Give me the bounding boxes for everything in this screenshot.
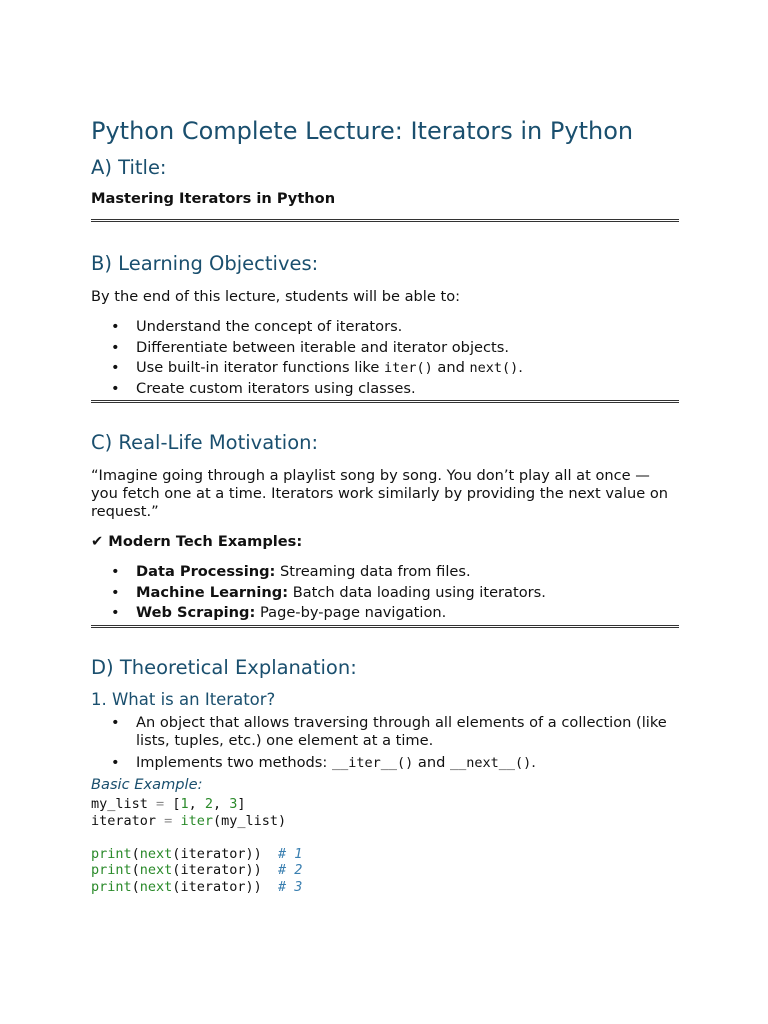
inline-code: __next__() — [449, 754, 532, 771]
list-item: • An object that allows traversing through all elements of a collection (like lists, tuples, etc.) one element at a time. — [111, 713, 667, 749]
code-line: print(next(iterator)) # 1 — [91, 845, 303, 862]
bullet: • — [111, 563, 120, 580]
examples-list — [91, 562, 679, 624]
iterator-list — [91, 714, 679, 774]
inline-code: iter() — [383, 360, 433, 376]
code-line: print(next(iterator)) # 3 — [91, 878, 303, 895]
subsection-heading: 1. What is an Iterator? — [91, 689, 276, 709]
bullet: • — [111, 338, 120, 356]
objectives-intro: By the end of this lecture, students will be able to: — [91, 288, 461, 305]
list-item: • Use built-in iterator functions like iter() and next(). — [91, 358, 679, 379]
examples-label: ✔ Modern Tech Examples: — [91, 533, 303, 550]
section-divider — [91, 400, 679, 403]
code-line: iterator = iter(my_list) — [91, 812, 287, 829]
section-divider — [91, 219, 679, 222]
bullet: • — [111, 583, 120, 601]
section-b-heading: B) Learning Objectives: — [91, 252, 319, 275]
section-divider — [91, 625, 679, 628]
list-item: • Implements two methods: __iter__() and __next__(). — [91, 753, 679, 774]
bullet: • — [111, 713, 120, 731]
code-line: my_list = [1, 2, 3] — [91, 796, 246, 812]
bullet: • — [111, 318, 120, 335]
lecture-subtitle: Mastering Iterators in Python — [91, 190, 336, 207]
list-item: • Web Scraping: Page-by-page navigation. — [91, 603, 679, 624]
example-label: Basic Example: — [91, 776, 203, 793]
list-item: • Data Processing: Streaming data from files. — [91, 562, 679, 583]
bullet: • — [111, 359, 120, 376]
code-line: print(next(iterator)) # 2 — [91, 862, 303, 878]
list-item: • Differentiate between iterable and iterator objects. — [91, 338, 679, 359]
bullet: • — [111, 379, 120, 397]
inline-code: __iter__() — [331, 754, 414, 771]
objectives-list — [91, 317, 679, 399]
page-title: Python Complete Lecture: Iterators in Python — [91, 117, 634, 145]
lecture-page — [91, 112, 679, 895]
list-item: • Machine Learning: Batch data loading using iterators. — [91, 583, 679, 604]
bullet: • — [111, 604, 120, 621]
inline-code: next() — [469, 360, 519, 376]
list-item: • Understand the concept of iterators. — [91, 317, 679, 338]
list-item: • Create custom iterators using classes. — [91, 379, 679, 400]
code-block — [91, 796, 679, 895]
section-c-heading: C) Real-Life Motivation: — [91, 431, 319, 454]
bullet: • — [111, 753, 120, 771]
motivation-quote: “Imagine going through a playlist song by song. You don’t play all at once — you fetch one at a time. Iterators work similarly by providing the next value on request.” — [91, 467, 668, 520]
section-d-heading: D) Theoretical Explanation: — [91, 655, 357, 679]
section-a-heading: A) Title: — [91, 156, 167, 179]
